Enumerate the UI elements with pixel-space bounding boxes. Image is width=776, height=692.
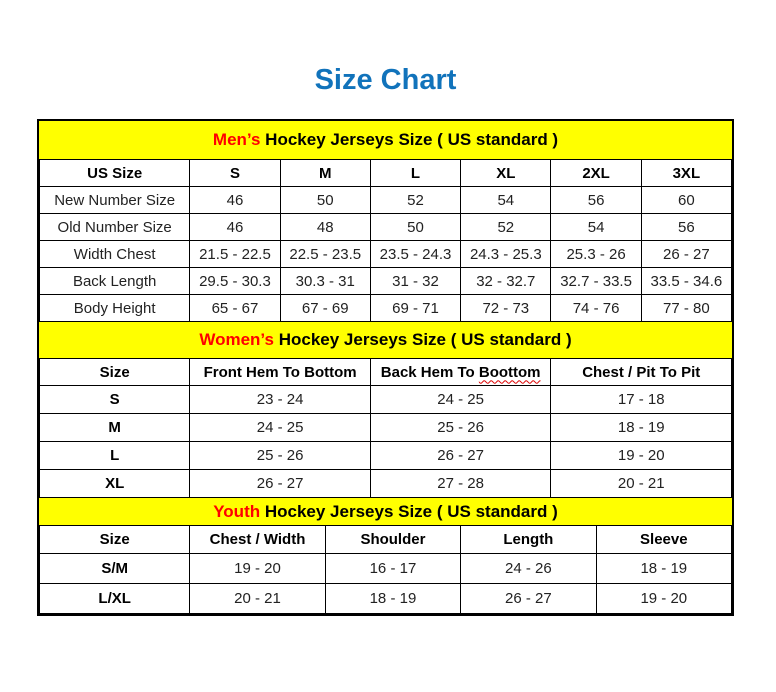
column-header: L [370,160,460,187]
column-header: Length [461,526,596,554]
column-header: Size [40,359,190,386]
size-value-cell: 56 [551,187,641,214]
table-row [40,470,732,498]
womens-section [39,322,732,498]
mens-header-row [40,160,732,187]
row-label: Width Chest [40,241,190,268]
table-row [40,187,732,214]
size-value-cell: 46 [190,214,280,241]
size-value-cell: 25 - 26 [370,414,551,442]
mens-heading-accent: Men’s [212,130,261,149]
size-value-cell: 77 - 80 [641,295,731,322]
mens-size-table [39,159,732,322]
size-value-cell: 32 - 32.7 [461,268,551,295]
size-value-cell: 54 [551,214,641,241]
row-label: M [40,414,190,442]
column-header: Size [40,526,190,554]
size-value-cell: 25.3 - 26 [551,241,641,268]
size-value-cell: 18 - 19 [596,554,731,584]
row-label: Old Number Size [40,214,190,241]
table-row [40,214,732,241]
column-header: US Size [40,160,190,187]
youth-section [39,498,732,614]
size-value-cell: 24 - 25 [370,386,551,414]
size-value-cell: 26 - 27 [190,470,371,498]
size-value-cell: 27 - 28 [370,470,551,498]
size-value-cell: 46 [190,187,280,214]
row-label: New Number Size [40,187,190,214]
youth-heading-accent: Youth [213,502,261,521]
table-row [40,386,732,414]
table-row [40,295,732,322]
size-value-cell: 25 - 26 [190,442,371,470]
size-value-cell: 48 [280,214,370,241]
table-row [40,442,732,470]
size-value-cell: 54 [461,187,551,214]
size-value-cell: 50 [280,187,370,214]
womens-section-header [39,322,732,358]
size-value-cell: 26 - 27 [641,241,731,268]
size-value-cell: 19 - 20 [596,584,731,614]
column-header: 3XL [641,160,731,187]
youth-heading-text: Hockey Jerseys Size ( US standard ) [260,502,558,521]
size-value-cell: 29.5 - 30.3 [190,268,280,295]
column-header: S [190,160,280,187]
size-value-cell: 21.5 - 22.5 [190,241,280,268]
size-value-cell: 69 - 71 [370,295,460,322]
row-label: S [40,386,190,414]
column-header: Shoulder [325,526,460,554]
mens-section [39,121,732,322]
size-value-cell: 20 - 21 [190,584,325,614]
mens-heading-text: Hockey Jerseys Size ( US standard ) [260,130,559,149]
size-value-cell: 65 - 67 [190,295,280,322]
size-value-cell: 74 - 76 [551,295,641,322]
table-row [40,584,732,614]
size-value-cell: 33.5 - 34.6 [641,268,731,295]
column-header: Sleeve [596,526,731,554]
column-header: Chest / Pit To Pit [551,359,732,386]
size-value-cell: 60 [641,187,731,214]
size-value-cell: 52 [370,187,460,214]
mens-section-header [39,121,732,159]
column-header: Front Hem To Bottom [190,359,371,386]
column-header: Chest / Width [190,526,325,554]
size-value-cell: 31 - 32 [370,268,460,295]
size-value-cell: 24 - 25 [190,414,371,442]
size-value-cell: 24 - 26 [461,554,596,584]
page-title: Size Chart [314,64,457,96]
size-value-cell: 19 - 20 [190,554,325,584]
size-value-cell: 26 - 27 [461,584,596,614]
misspelled-word: Boottom [478,363,541,381]
size-value-cell: 17 - 18 [551,386,732,414]
womens-heading-accent: Women’s [199,330,274,349]
size-value-cell: 56 [641,214,731,241]
size-chart-container [37,119,734,616]
size-value-cell: 23 - 24 [190,386,371,414]
womens-header-row [40,359,732,386]
youth-size-table [39,525,732,614]
column-header: XL [461,160,551,187]
size-value-cell: 67 - 69 [280,295,370,322]
size-value-cell: 16 - 17 [325,554,460,584]
womens-heading-text: Hockey Jerseys Size ( US standard ) [273,330,572,349]
womens-size-table [39,358,732,498]
size-value-cell: 52 [461,214,551,241]
row-label: Back Length [40,268,190,295]
size-value-cell: 20 - 21 [551,470,732,498]
size-value-cell: 30.3 - 31 [280,268,370,295]
youth-header-row [40,526,732,554]
row-label: XL [40,470,190,498]
size-value-cell: 50 [370,214,460,241]
row-label: L [40,442,190,470]
table-row [40,554,732,584]
size-value-cell: 22.5 - 23.5 [280,241,370,268]
size-value-cell: 18 - 19 [325,584,460,614]
row-label: L/XL [40,584,190,614]
row-label: S/M [40,554,190,584]
size-value-cell: 72 - 73 [461,295,551,322]
table-row [40,268,732,295]
size-value-cell: 24.3 - 25.3 [461,241,551,268]
row-label: Body Height [40,295,190,322]
column-header [370,359,551,386]
column-header-text: Back Hem To [380,363,479,381]
youth-section-header [39,498,732,525]
table-row [40,414,732,442]
column-header: 2XL [551,160,641,187]
size-value-cell: 32.7 - 33.5 [551,268,641,295]
size-value-cell: 19 - 20 [551,442,732,470]
table-row [40,241,732,268]
size-value-cell: 18 - 19 [551,414,732,442]
column-header: M [280,160,370,187]
size-value-cell: 26 - 27 [370,442,551,470]
size-value-cell: 23.5 - 24.3 [370,241,460,268]
